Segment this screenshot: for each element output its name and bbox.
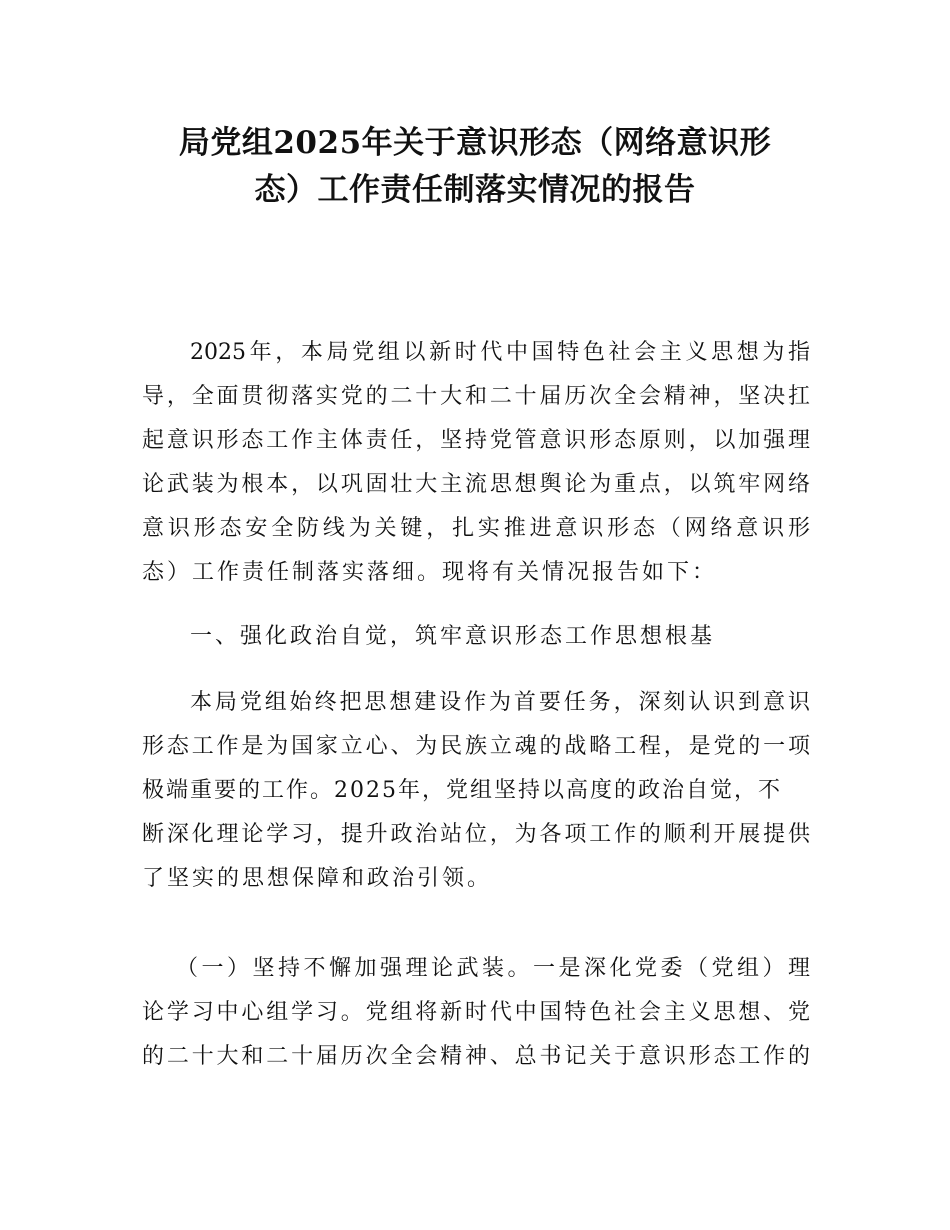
section-heading-1: 一、强化政治自觉，筑牢意识形态工作思想根基 (190, 624, 716, 649)
text-line: 本局党组始终把思想建设作为首要任务，深刻认识到意识 (190, 690, 810, 715)
text-line: 形态工作是为国家立心、为民族立魂的战略工程，是党的一项 (142, 734, 810, 759)
text-line: 论学习中心组学习。党组将新时代中国特色社会主义思想、党 (142, 1000, 810, 1025)
text-line: 意识形态安全防线为关键，扎实推进意识形态（网络意识形 (142, 516, 810, 541)
text-line: 论武装为根本，以巩固壮大主流思想舆论为重点，以筑牢网络 (142, 472, 810, 497)
document-title-line-1: 局党组2025年关于意识形态（网络意识形 (178, 125, 772, 161)
text-line: 的二十大和二十届历次全会精神、总书记关于意识形态工作的 (142, 1044, 810, 1069)
document-title-line-2: 态）工作责任制落实情况的报告 (254, 172, 696, 208)
text-line: 起意识形态工作主体责任，坚持党管意识形态原则，以加强理 (142, 428, 810, 453)
text-line: 极端重要的工作。2025年，党组坚持以高度的政治自觉，不 (142, 778, 782, 803)
text-line: 了坚实的思想保障和政治引领。 (142, 866, 493, 891)
text-line: （一）坚持不懈加强理论武装。一是深化党委（党组）理 (176, 956, 810, 981)
text-line: 2025年，本局党组以新时代中国特色社会主义思想为指 (190, 340, 810, 365)
text-line: 断深化理论学习，提升政治站位，为各项工作的顺利开展提供 (142, 822, 810, 847)
text-line: 态）工作责任制落实落细。现将有关情况报告如下： (142, 560, 718, 585)
text-line: 导，全面贯彻落实党的二十大和二十届历次全会精神，坚决扛 (142, 384, 810, 409)
